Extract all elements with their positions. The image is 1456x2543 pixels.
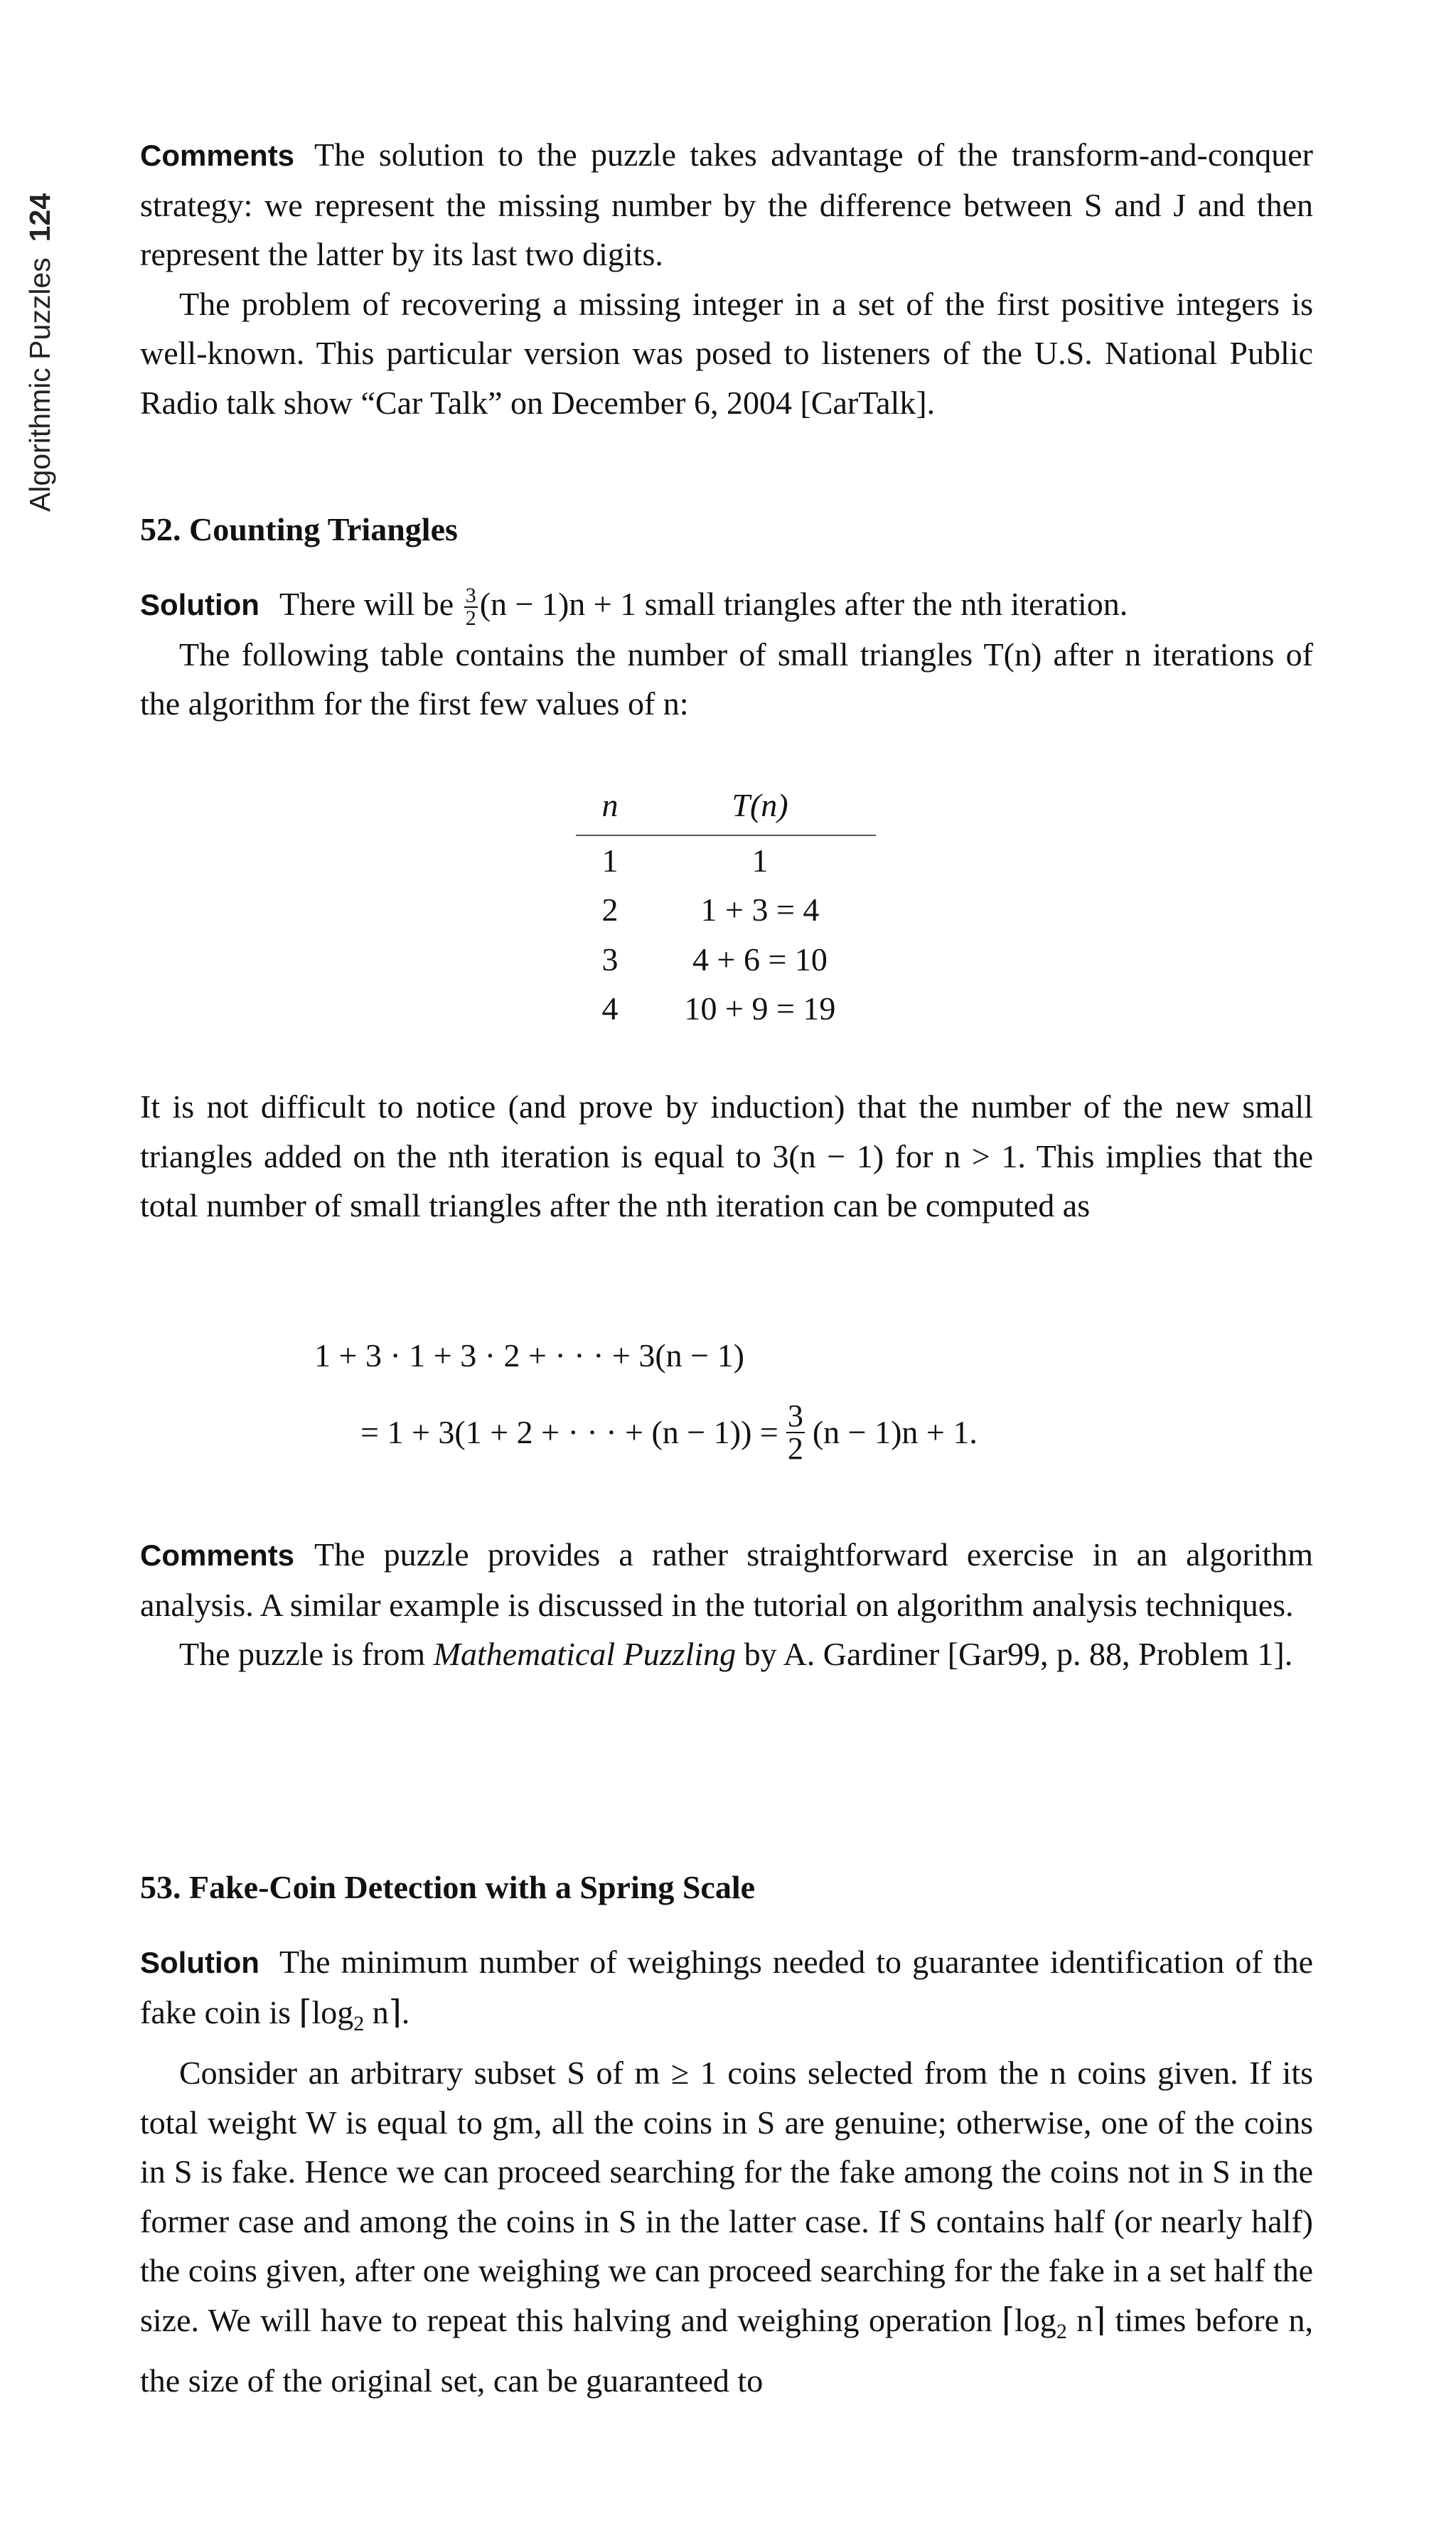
triangles-table bbox=[576, 781, 876, 1034]
solution-text-end: n⌉. bbox=[364, 1993, 410, 2030]
table-cell: 2 bbox=[601, 892, 619, 928]
table-intro-paragraph: The following table contains the number of small triangles T(n) after n iterations of the algorithm for the first few values of n: bbox=[140, 636, 1313, 722]
table-cell: 1 bbox=[601, 842, 619, 879]
running-head bbox=[18, 142, 61, 512]
page-number: 124 bbox=[23, 193, 56, 242]
fraction-denominator: 2 bbox=[465, 606, 476, 631]
analysis-paragraph: It is not difficult to notice (and prove by induction) that the number of the new small triangles added on the nth iteration is equal to 3(n − 1) for n > 1. This implies that the total number of small triangles after the nth iteration can be computed as bbox=[140, 1088, 1313, 1224]
comments-paragraph bbox=[140, 130, 1313, 279]
table-row bbox=[576, 885, 876, 935]
table-header-row bbox=[576, 781, 876, 835]
body-text: Consider an arbitrary subset S of m ≥ 1 coins selected from the n coins given. If its total weight W is equal to gm, all the coins in S are genuine; otherwise, one of the coins in S is fake. Hence we can proceed searching for the fake among the coins not in S in the former case and among the coins in S in the latter case. If S contains half (or nearly half) the coins given, after one weighing we can proceed searching for the fake in a set half the size. We will have to repeat this halving and weighing operation ⌈log bbox=[140, 2055, 1313, 2338]
section52-analysis bbox=[140, 1082, 1313, 1231]
table-header-n: n bbox=[576, 781, 644, 835]
equation-line-1: 1 + 3 · 1 + 3 · 2 + · · · + 3(n − 1) bbox=[314, 1337, 744, 1374]
comments-label: Comments bbox=[140, 139, 295, 172]
solution-label: Solution bbox=[140, 1946, 259, 1979]
table-cell: 1 + 3 = 4 bbox=[700, 892, 820, 928]
solution-text: There will be bbox=[279, 586, 454, 622]
solution-paragraph bbox=[140, 1937, 1313, 2048]
section52-comments bbox=[140, 1530, 1313, 1679]
equation-left: = 1 + 3(1 + 2 + · · · + (n − 1)) = bbox=[360, 1414, 778, 1451]
section52-solution bbox=[140, 579, 1313, 729]
section52 bbox=[140, 505, 1313, 555]
comments-source-pre: The puzzle is from bbox=[179, 1636, 426, 1672]
comments-text: The solution to the puzzle takes advantage of the transform-and-conquer strategy: we represent the missing number by the difference between S and J and then represent the latter by its last two digits. bbox=[140, 136, 1313, 272]
book-title: Mathematical Puzzling bbox=[433, 1636, 737, 1672]
log-subscript: 2 bbox=[1056, 2319, 1067, 2343]
comments-paragraph-2 bbox=[140, 1629, 1313, 1679]
section53-solution bbox=[140, 1937, 1313, 2406]
comments-text: The puzzle provides a rather straightforward exercise in an algorithm analysis. A similar example is discussed in the tutorial on algorithm analysis techniques. bbox=[140, 1536, 1313, 1623]
section53 bbox=[140, 1863, 1313, 1912]
body-paragraph bbox=[140, 2048, 1313, 2406]
fraction-numerator: 3 bbox=[787, 1398, 803, 1433]
table-cell: 10 + 9 = 19 bbox=[684, 990, 836, 1027]
comments-paragraph-2: The problem of recovering a missing integer in a set of the first positive integers is well-known. This particular version was posed to listeners of the U.S. National Public Radio talk show “Car Talk” on December 6, 2004 [CarTalk]. bbox=[140, 285, 1313, 421]
table-row bbox=[576, 935, 876, 985]
solution-formula: (n − 1)n + 1 small triangles after the nth iteration. bbox=[479, 586, 1128, 622]
comments-paragraph bbox=[140, 1530, 1313, 1629]
log-subscript: 2 bbox=[353, 2011, 365, 2035]
table-row bbox=[576, 835, 876, 886]
comments-label: Comments bbox=[140, 1538, 295, 1572]
fraction bbox=[464, 585, 478, 629]
section-heading: 52. Counting Triangles bbox=[140, 511, 458, 547]
equation-fraction bbox=[786, 1398, 805, 1466]
table-cell: 4 bbox=[601, 990, 619, 1027]
table-cell: 4 + 6 = 10 bbox=[692, 941, 828, 978]
fraction-denominator: 2 bbox=[787, 1431, 803, 1466]
triangles-table-wrap bbox=[576, 781, 876, 1034]
solution-text: The minimum number of weighings needed to guarantee identification of the fake coin is ⌈log bbox=[140, 1944, 1313, 2030]
table-row bbox=[576, 984, 876, 1034]
table-cell: 3 bbox=[601, 941, 619, 978]
section51-comments bbox=[140, 130, 1313, 427]
body-text-end: n⌉ times before n, the size of the original set, can be guaranteed to bbox=[140, 2301, 1314, 2399]
solution-paragraph bbox=[140, 579, 1313, 630]
equation-line-2 bbox=[360, 1398, 978, 1466]
table-cell: 1 bbox=[751, 842, 769, 879]
table-header-tn: T(n) bbox=[644, 781, 876, 835]
comments-source-post: by A. Gardiner [Gar99, p. 88, Problem 1]. bbox=[744, 1636, 1293, 1672]
running-head-title: Algorithmic Puzzles bbox=[23, 257, 56, 512]
section-heading: 53. Fake-Coin Detection with a Spring Scale bbox=[140, 1869, 756, 1905]
equation-right: (n − 1)n + 1. bbox=[812, 1414, 978, 1451]
fraction-numerator: 3 bbox=[465, 584, 476, 608]
solution-label: Solution bbox=[140, 588, 259, 621]
